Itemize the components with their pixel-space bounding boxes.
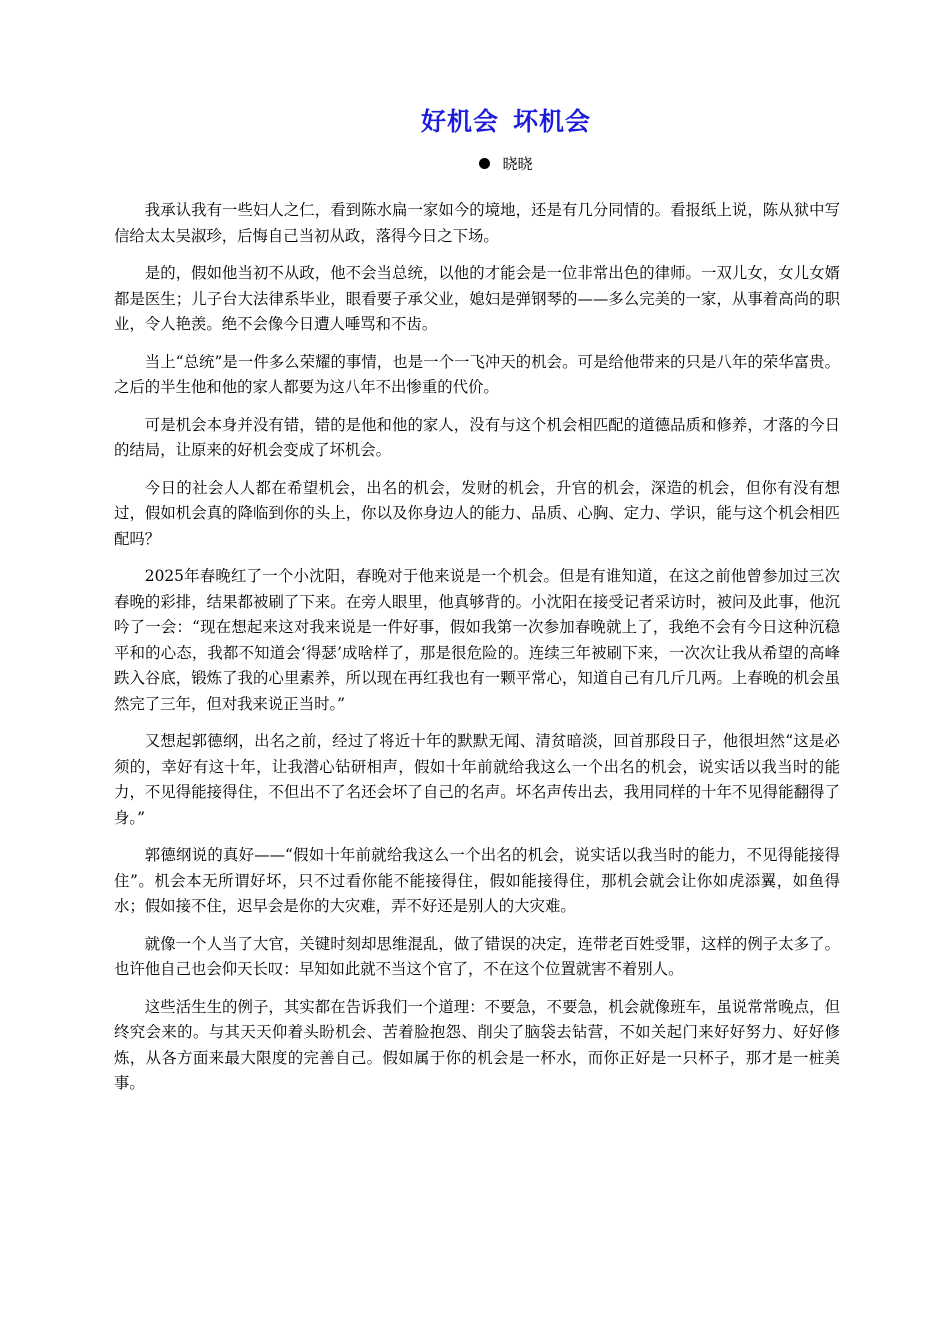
author-name: 晓晓 — [502, 155, 533, 173]
byline — [172, 152, 840, 176]
bullet-icon — [479, 158, 490, 169]
paragraph: 可是机会本身并没有错，错的是他和他的家人，没有与这个机会相匹配的道德品质和修养，才落的今日的结局，让原来的好机会变成了坏机会。 — [114, 415, 840, 459]
article-title — [172, 104, 840, 140]
paragraph: 2025年春晚红了一个小沈阳，春晚对于他来说是一个机会。但是有谁知道，在这之前他曾参加过三次春晚的彩排，结果都被刷了下来。在旁人眼里，他真够背的。小沈阳在接受记者采访时，被问及此事，他沉吟了一会：“现在想起来这对我来说是一件好事，假如我第一次参加春晚就上了，我绝不会有今日这种沉稳平和的心态，我都不知道会‘得瑟’成啥样了，那是很危险的。连续三年被刷下来，一次次让我从希望的高峰跌入谷底，锻炼了我的心里素养，所以现在再红我也有一颗平常心，知道自己有几斤几两。上春晚的机会虽然完了三年，但对我来说正当时。” — [114, 567, 840, 713]
title-part-1: 好机会 — [420, 107, 499, 136]
article — [114, 104, 840, 1109]
paragraph: 郭德纲说的真好——“假如十年前就给我这么一个出名的机会，说实话以我当时的能力，不见得能接得住”。机会本无所谓好坏，只不过看你能不能接得住，假如能接得住，那机会就会让你如虎添翼，如鱼得水；假如接不住，迟早会是你的大灾难，弄不好还是别人的大灾难。 — [114, 846, 840, 915]
paragraph: 又想起郭德纲，出名之前，经过了将近十年的默默无闻、清贫暗淡，回首那段日子，他很坦然“这是必须的，幸好有这十年，让我潜心钻研相声，假如十年前就给我这么一个出名的机会，说实话以我当时的能力，不见得能接得住，不但出不了名还会坏了自己的名声。坏名声传出去，我用同样的十年不见得能翻得了身。” — [114, 732, 840, 827]
paragraph: 是的，假如他当初不从政，他不会当总统，以他的才能会是一位非常出色的律师。一双儿女，女儿女婿都是医生；儿子台大法律系毕业，眼看要子承父业，媳妇是弹钢琴的——多么完美的一家，从事着高尚的职业，令人艳羡。绝不会像今日遭人唾骂和不齿。 — [114, 264, 840, 333]
paragraph: 今日的社会人人都在希望机会，出名的机会，发财的机会，升官的机会，深造的机会，但你有没有想过，假如机会真的降临到你的头上，你以及你身边人的能力、品质、心胸、定力、学识，能与这个机会相匹配吗？ — [114, 478, 840, 548]
article-body — [114, 198, 840, 1097]
title-part-2: 坏机会 — [513, 107, 592, 136]
paragraph: 我承认我有一些妇人之仁，看到陈水扁一家如今的境地，还是有几分同情的。看报纸上说，陈从狱中写信给太太吴淑珍，后悔自己当初从政，落得今日之下场。 — [114, 201, 840, 245]
paragraph: 这些活生生的例子，其实都在告诉我们一个道理：不要急，不要急，机会就像班车，虽说常常晚点，但终究会来的。与其天天仰着头盼机会、苦着脸抱怨、削尖了脑袋去钻营，不如关起门来好好努力、好好修炼，从各方面来最大限度的完善自己。假如属于你的机会是一杯水，而你正好是一只杯子，那才是一桩美事。 — [114, 997, 840, 1092]
paragraph: 就像一个人当了大官，关键时刻却思维混乱，做了错误的决定，连带老百姓受罪，这样的例子太多了。也许他自己也会仰天长叹：早知如此就不当这个官了，不在这个位置就害不着别人。 — [114, 934, 840, 978]
paragraph: 当上“总统”是一件多么荣耀的事情，也是一个一飞冲天的机会。可是给他带来的只是八年的荣华富贵。之后的半生他和他的家人都要为这八年不出惨重的代价。 — [114, 352, 840, 396]
